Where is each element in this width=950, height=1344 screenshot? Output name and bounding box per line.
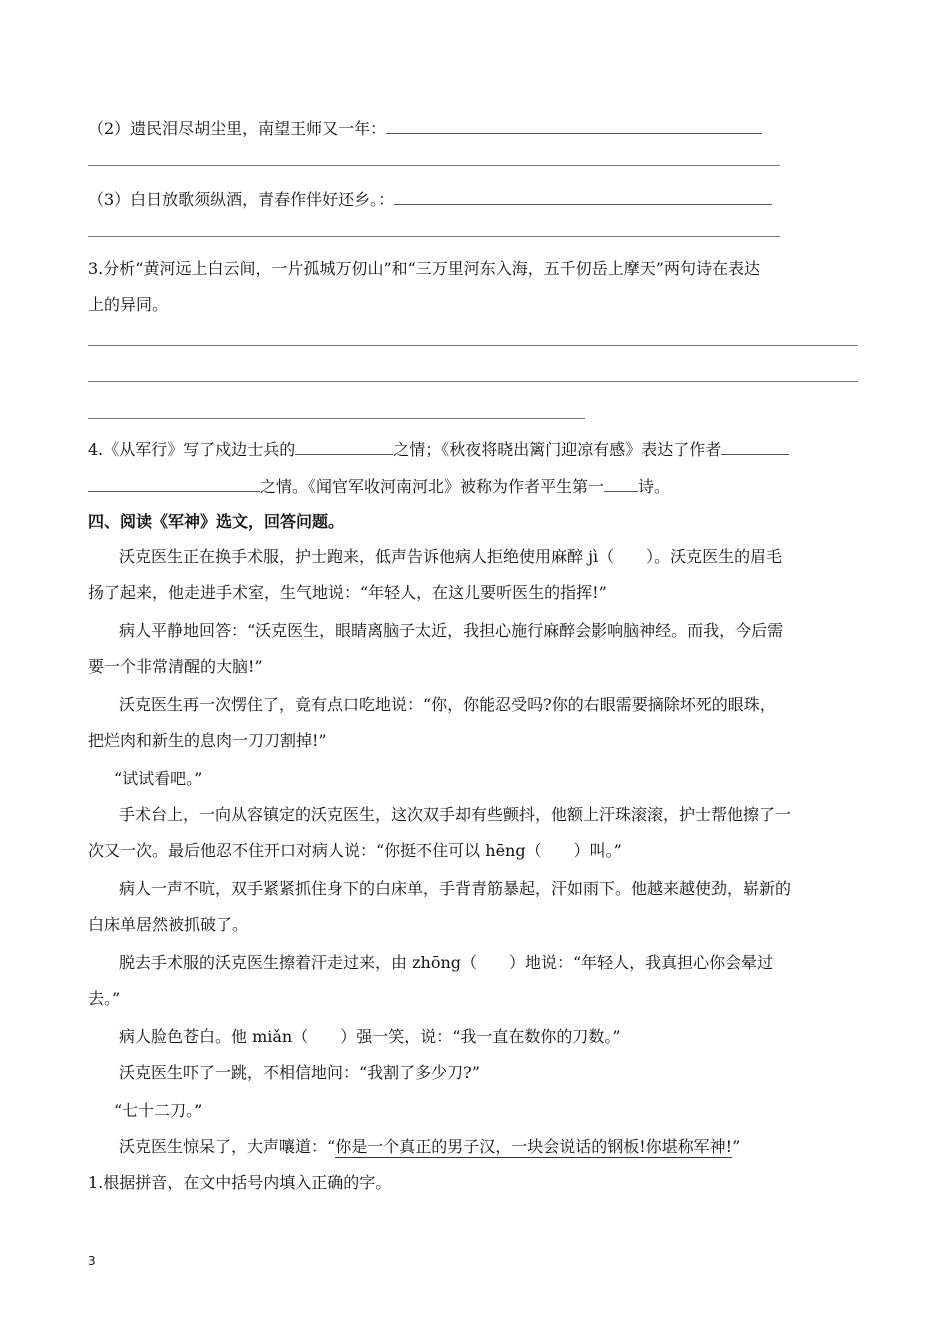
passage-line: 脱去手术服的沃克医生擦着汗走过来，由 zhōng（ ）地说：“年轻人，我真担心你会晕过 [119, 953, 774, 972]
q4-line-1: 4.《从军行》写了戍边士兵的 之情；《秋夜将晓出篱门迎凉有感》表达了作者 [88, 438, 789, 461]
passage-line: 病人一声不吭，双手紧紧抓住身下的白床单，手背青筋暴起，汗如雨下。他越来越使劲，崭新的 [119, 879, 792, 898]
answer-blank[interactable] [295, 438, 393, 455]
passage-line: 扬了起来，他走进手术室，生气地说：“年轻人，在这儿要听医生的指挥!” [88, 583, 607, 602]
question-1: 1.根据拼音，在文中括号内填入正确的字。 [88, 1173, 392, 1192]
answer-line[interactable] [88, 165, 780, 166]
answer-blank[interactable] [604, 475, 638, 492]
answer-blank[interactable] [394, 188, 772, 205]
passage-line: 病人平静地回答：“沃克医生，眼睛离脑子太近，我担心施行麻醉会影响脑神经。而我，今后需 [119, 621, 784, 640]
answer-blank[interactable] [88, 475, 260, 492]
passage-line: 手术台上，一向从容镇定的沃克医生，这次双手却有些颤抖，他额上汗珠滚滚，护士帮他擦了一 [119, 805, 792, 824]
q3-line-2: 上的异同。 [88, 295, 169, 314]
passage-line: 沃克医生再一次愣住了，竟有点口吃地说：“你，你能忍受吗?你的右眼需要摘除坏死的眼珠， [119, 695, 776, 714]
q4-line-2: 之情。《闻官军收河南河北》被称为作者平生第一 诗。 [88, 475, 670, 498]
answer-line[interactable] [88, 345, 858, 346]
q3-line-1: 3.分析“黄河远上白云间，一片孤城万仞山”和“三万里河东入海，五千仞岳上摩天”两句诗在表达 [88, 259, 760, 278]
passage-line: 把烂肉和新生的息肉一刀刀割掉!” [88, 731, 327, 750]
passage-line: 病人脸色苍白。他 miǎn（ ）强一笑，说：“我一直在数你的刀数。” [119, 1027, 621, 1046]
underlined-sentence: 你是一个真正的男子汉，一块会说话的钢板!你堪称军神! [335, 1137, 733, 1156]
passage-line: “试试看吧。” [114, 769, 203, 788]
answer-blank[interactable] [721, 438, 789, 455]
passage-last-line: 沃克医生惊呆了，大声嚷道：“你是一个真正的男子汉，一块会说话的钢板!你堪称军神!” [119, 1137, 741, 1156]
answer-line[interactable] [88, 236, 780, 237]
answer-line[interactable] [88, 418, 585, 419]
answer-line[interactable] [88, 381, 858, 382]
page-number: 3 [88, 1254, 96, 1268]
passage-line: 去。” [88, 989, 121, 1008]
passage-line: “七十二刀。” [114, 1101, 203, 1120]
q2-item-2: （2）遗民泪尽胡尘里，南望王师又一年： [88, 117, 762, 140]
passage-line: 沃克医生吓了一跳，不相信地问：“我割了多少刀?” [119, 1063, 480, 1082]
passage-line: 次又一次。最后他忍不住开口对病人说：“你挺不住可以 hēng（ ）叫。” [88, 841, 622, 860]
section-heading: 四、阅读《军神》选文，回答问题。 [88, 512, 345, 531]
q2-item-3: （3）白日放歌须纵酒，青春作伴好还乡。： [88, 188, 772, 211]
passage-line: 沃克医生正在换手术服，护士跑来，低声告诉他病人拒绝使用麻醉 jì（ ）。沃克医生的眉毛 [119, 547, 783, 566]
answer-blank[interactable] [386, 117, 762, 134]
passage-line: 白床单居然被抓破了。 [88, 915, 249, 934]
passage-line: 要一个非常清醒的大脑!” [88, 657, 263, 676]
